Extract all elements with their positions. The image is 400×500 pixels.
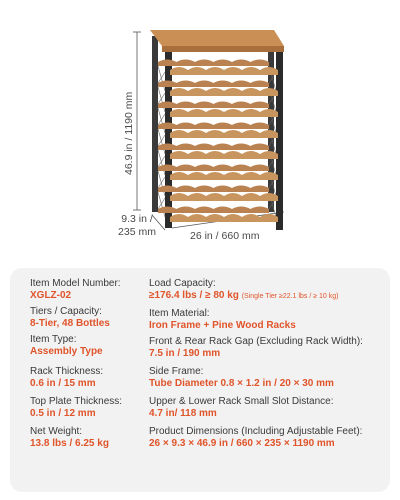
spec-label: Front & Rear Rack Gap (Excluding Rack Width): <box>149 336 363 347</box>
spec-type <box>30 334 103 358</box>
width-dimension-label: 26 in / 660 mm <box>190 230 260 242</box>
spec-label: Product Dimensions (Including Adjustable Feet): <box>149 426 363 437</box>
spec-model <box>30 278 121 302</box>
spec-label: Side Frame: <box>149 366 204 377</box>
spec-value: Tube Diameter 0.8 × 1.2 in / 20 × 30 mm <box>149 378 334 389</box>
spec-label: Net Weight: <box>30 426 83 437</box>
spec-label: Load Capacity: <box>149 278 216 289</box>
spec-value <box>149 290 339 303</box>
load-value: ≥176.4 lbs / ≥ 80 kg <box>149 290 239 301</box>
spec-label: Top Plate Thickness: <box>30 396 123 407</box>
height-dimension-label: 46.9 in / 1190 mm <box>123 91 135 175</box>
spec-label: Item Type: <box>30 334 77 345</box>
spec-panel <box>10 268 390 492</box>
spec-label: Tiers / Capacity: <box>30 306 102 317</box>
spec-tiers <box>30 306 110 330</box>
spec-load-capacity <box>149 278 339 303</box>
spec-label: Upper & Lower Rack Small Slot Distance: <box>149 396 334 407</box>
spec-value: 4.7 in/ 118 mm <box>149 408 217 419</box>
load-note: (Single Tier ≥22.1 lbs / ≥ 10 kg) <box>241 293 339 300</box>
spec-slot-distance <box>149 396 334 420</box>
spec-value: Iron Frame + Pine Wood Racks <box>149 320 296 331</box>
depth-dimension-label <box>112 213 162 239</box>
spec-value: 26 × 9.3 × 46.9 in / 660 × 235 × 1190 mm <box>149 438 335 449</box>
spec-value: 0.6 in / 15 mm <box>30 378 96 389</box>
spec-value: 13.8 lbs / 6.25 kg <box>30 438 109 449</box>
spec-value: Assembly Type <box>30 346 103 357</box>
spec-gap <box>149 336 363 360</box>
spec-top-plate <box>30 396 122 420</box>
spec-value: 7.5 in / 190 mm <box>149 348 221 359</box>
depth-line-1: 9.3 in / <box>121 213 153 225</box>
spec-label: Item Material: <box>149 308 210 319</box>
spec-label: Item Model Number: <box>30 278 121 289</box>
spec-label: Rack Thickness: <box>30 366 104 377</box>
spec-side-frame <box>149 366 334 390</box>
spec-net-weight <box>30 426 109 450</box>
spec-product-dimensions <box>149 426 362 450</box>
spec-value: 0.5 in / 12 mm <box>30 408 96 419</box>
wood-racks <box>158 60 278 223</box>
spec-material <box>149 308 296 332</box>
top-plate <box>150 30 284 52</box>
spec-rack-thickness <box>30 366 103 390</box>
depth-line-2: 235 mm <box>118 226 156 238</box>
spec-value: 8-Tier, 48 Bottles <box>30 318 110 329</box>
spec-value: XGLZ-02 <box>30 290 72 301</box>
